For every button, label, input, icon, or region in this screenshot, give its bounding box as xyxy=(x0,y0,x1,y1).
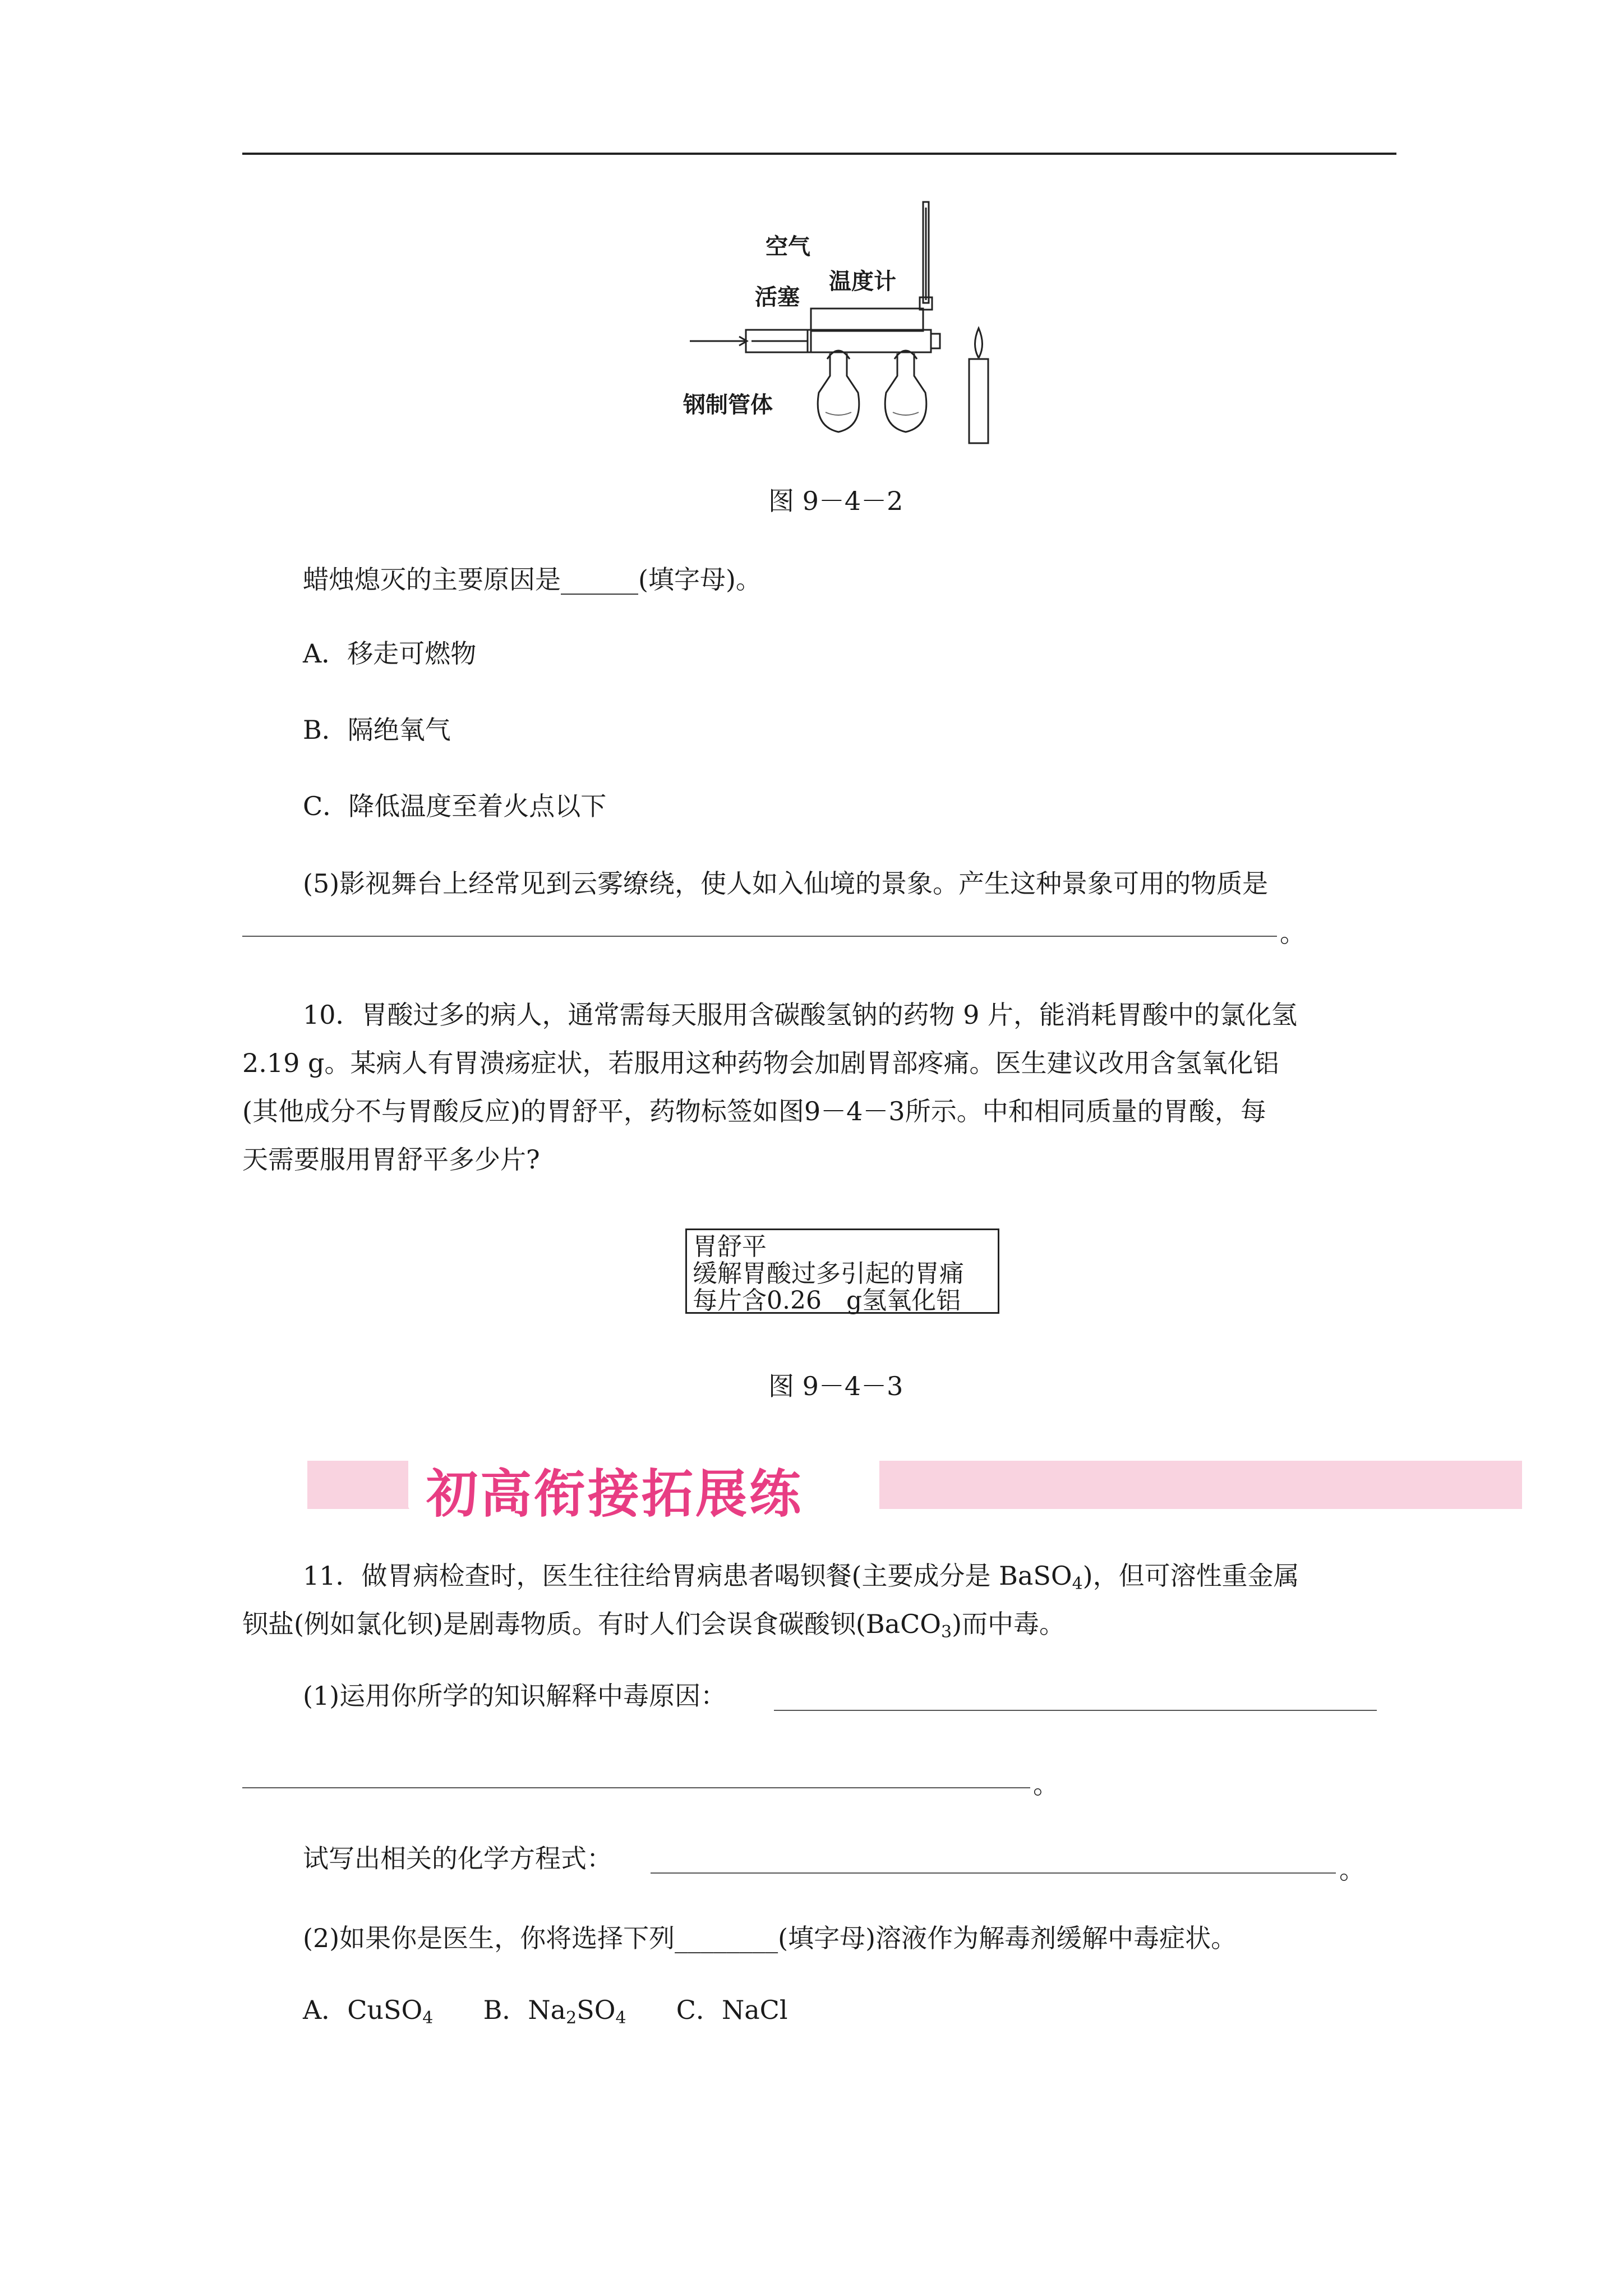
q10-line4: 天需要服用胃舒平多少片? xyxy=(242,1144,540,1175)
label-thermometer: 温度计 xyxy=(829,269,896,295)
label-line-2: 缓解胃酸过多引起的胃痛 xyxy=(693,1259,964,1288)
option-c: C．NaCl xyxy=(676,1995,788,2025)
label-line-1: 胃舒平 xyxy=(693,1232,767,1261)
q11-p1-end: 。 xyxy=(1033,1769,1059,1800)
label-steel-tube: 钢制管体 xyxy=(683,392,773,418)
figure-caption-9-4-3: 图 9－4－3 xyxy=(768,1371,903,1401)
q11-equation-prompt: 试写出相关的化学方程式： xyxy=(303,1843,612,1874)
q10-line1: 10．胃酸过多的病人，通常需每天服用含碳酸氢钠的药物 9 片，能消耗胃酸中的氯化氢 xyxy=(303,1000,1298,1030)
answer-blank xyxy=(242,1787,1030,1788)
label-line-3: 每片含0.26 g氢氧化铝 xyxy=(693,1286,961,1315)
answer-blank xyxy=(774,1710,1377,1711)
answer-blank xyxy=(242,936,1277,937)
option-b: B．$Na_2SO_4$ xyxy=(483,1995,626,2028)
q9-5-end: 。 xyxy=(1280,918,1306,948)
q9-5-stem: (5)影视舞台上经常见到云雾缭绕，使人如入仙境的景象。产生这种景象可用的物质是 xyxy=(303,868,1269,899)
q11-p2: (2)如果你是医生，你将选择下列________(填字母)溶液作为解毒剂缓解中毒症状。 xyxy=(303,1923,1237,1953)
q9-option-b: B．隔绝氧气 xyxy=(303,715,451,745)
q11-equation-end: 。 xyxy=(1339,1855,1365,1885)
q9-4-stem: 蜡烛熄灭的主要原因是______(填字母)。 xyxy=(303,564,762,595)
q11-p1: (1)运用你所学的知识解释中毒原因： xyxy=(303,1681,727,1711)
q9-option-c: C．降低温度至着火点以下 xyxy=(303,791,607,821)
q10-line3: (其他成分不与胃酸反应)的胃舒平，药物标签如图9－4－3所示。中和相同质量的胃酸，每 xyxy=(242,1096,1266,1126)
q10-line2: 2.19 g。某病人有胃溃疡症状，若服用这种药物会加剧胃部疼痛。医生建议改用含氢氧化铝 xyxy=(242,1048,1279,1078)
section-title: 初高衔接拓展练 xyxy=(426,1464,804,1524)
figure-caption-9-4-2: 图 9－4－2 xyxy=(768,486,903,516)
q11-line2: 钡盐(例如氯化钡)是剧毒物质。有时人们会误食碳酸钡(BaCO$_3$)而中毒。 xyxy=(242,1609,1066,1642)
banner-slash xyxy=(348,1453,409,1509)
banner-bar xyxy=(879,1461,1522,1509)
label-piston: 活塞 xyxy=(755,284,800,310)
q9-option-a: A．移走可燃物 xyxy=(303,638,477,669)
q11-line1: 11．做胃病检查时，医生往往给胃病患者喝钡餐(主要成分是 BaSO$_4$)，但可溶性重金属 xyxy=(303,1561,1299,1594)
answer-blank xyxy=(651,1872,1336,1874)
header-rule xyxy=(242,153,1396,155)
medicine-label-box xyxy=(685,1228,999,1314)
option-a: A．CuSO$_4$ xyxy=(303,1995,434,2028)
q11-options xyxy=(303,1997,788,2027)
apparatus-figure xyxy=(679,191,1026,460)
label-air: 空气 xyxy=(766,234,810,260)
